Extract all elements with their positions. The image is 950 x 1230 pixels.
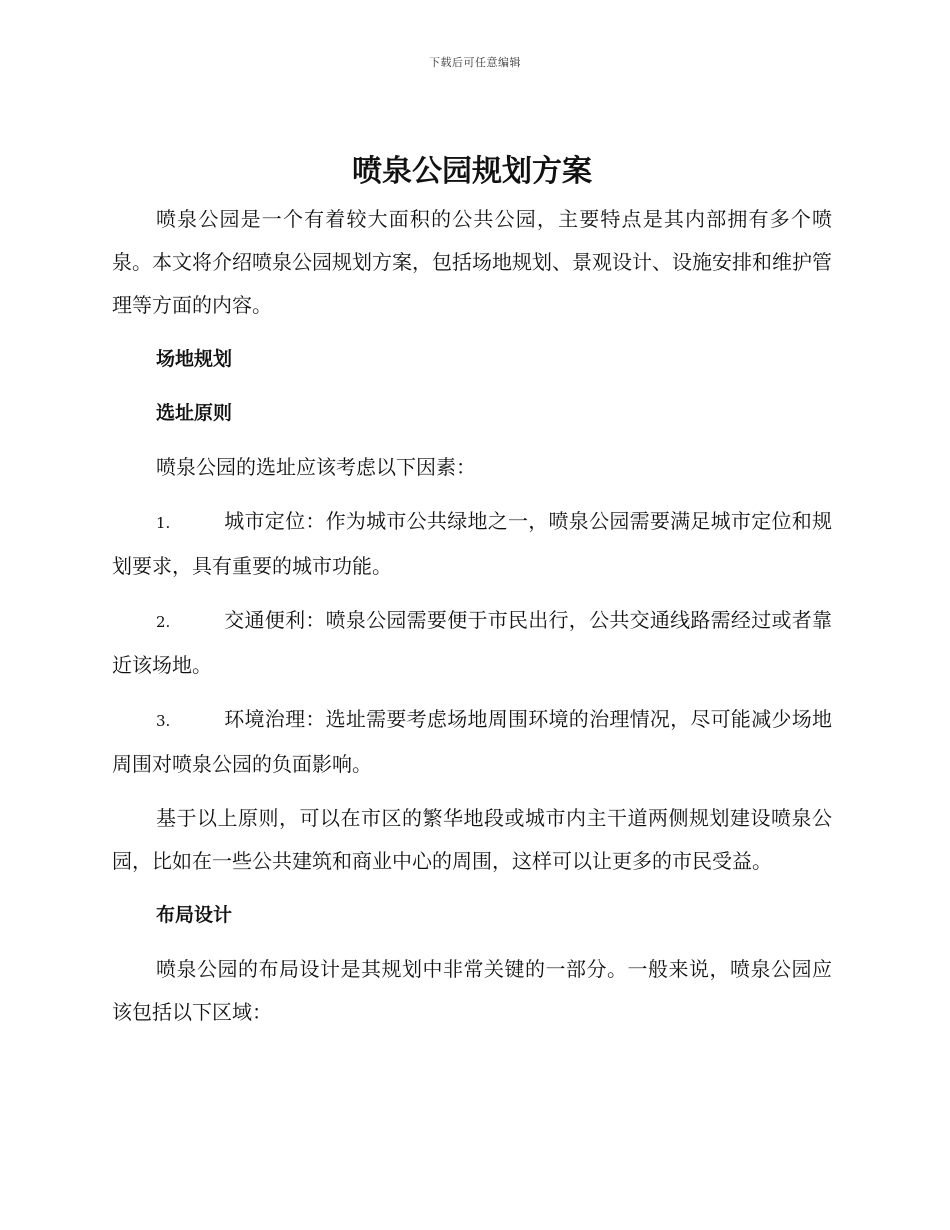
- document-title: 喷泉公园规划方案: [352, 154, 592, 189]
- list-item-number: 1.: [156, 514, 171, 532]
- list-item: [112, 599, 832, 687]
- list-item: [112, 500, 832, 588]
- list-item-number: 3.: [156, 712, 171, 730]
- site-intro-paragraph: 喷泉公园的选址应该考虑以下因素：: [156, 455, 476, 479]
- page-header-note: 下载后可任意编辑: [429, 56, 521, 69]
- list-item-text: 城市定位：作为城市公共绿地之一，喷泉公园需要满足城市定位和规划要求，具有重要的城市功能。: [112, 509, 832, 578]
- document-body: [112, 146, 832, 1034]
- subsection-heading-layout-design: 布局设计: [156, 904, 233, 926]
- layout-intro-paragraph: 喷泉公园的布局设计是其规划中非常关键的一部分。一般来说，喷泉公园应该包括以下区域：: [112, 957, 832, 1024]
- list-item-number: 2.: [156, 613, 171, 631]
- subsection-heading-site-principles: 选址原则: [156, 402, 233, 424]
- list-item: [112, 698, 832, 786]
- list-item-text: 交通便利：喷泉公园需要便于市民出行，公共交通线路需经过或者靠近该场地。: [112, 608, 832, 677]
- section-heading-site-planning: 场地规划: [156, 348, 233, 370]
- list-item-text: 环境治理：选址需要考虑场地周围环境的治理情况，尽可能减少场地周围对喷泉公园的负面影响。: [112, 707, 832, 776]
- intro-paragraph: 喷泉公园是一个有着较大面积的公共公园，主要特点是其内部拥有多个喷泉。本文将介绍喷泉公园规划方案，包括场地规划、景观设计、设施安排和维护管理等方面的内容。: [112, 207, 832, 317]
- site-conclusion-paragraph: 基于以上原则，可以在市区的繁华地段或城市内主干道两侧规划建设喷泉公园，比如在一些公共建筑和商业中心的周围，这样可以让更多的市民受益。: [112, 806, 832, 873]
